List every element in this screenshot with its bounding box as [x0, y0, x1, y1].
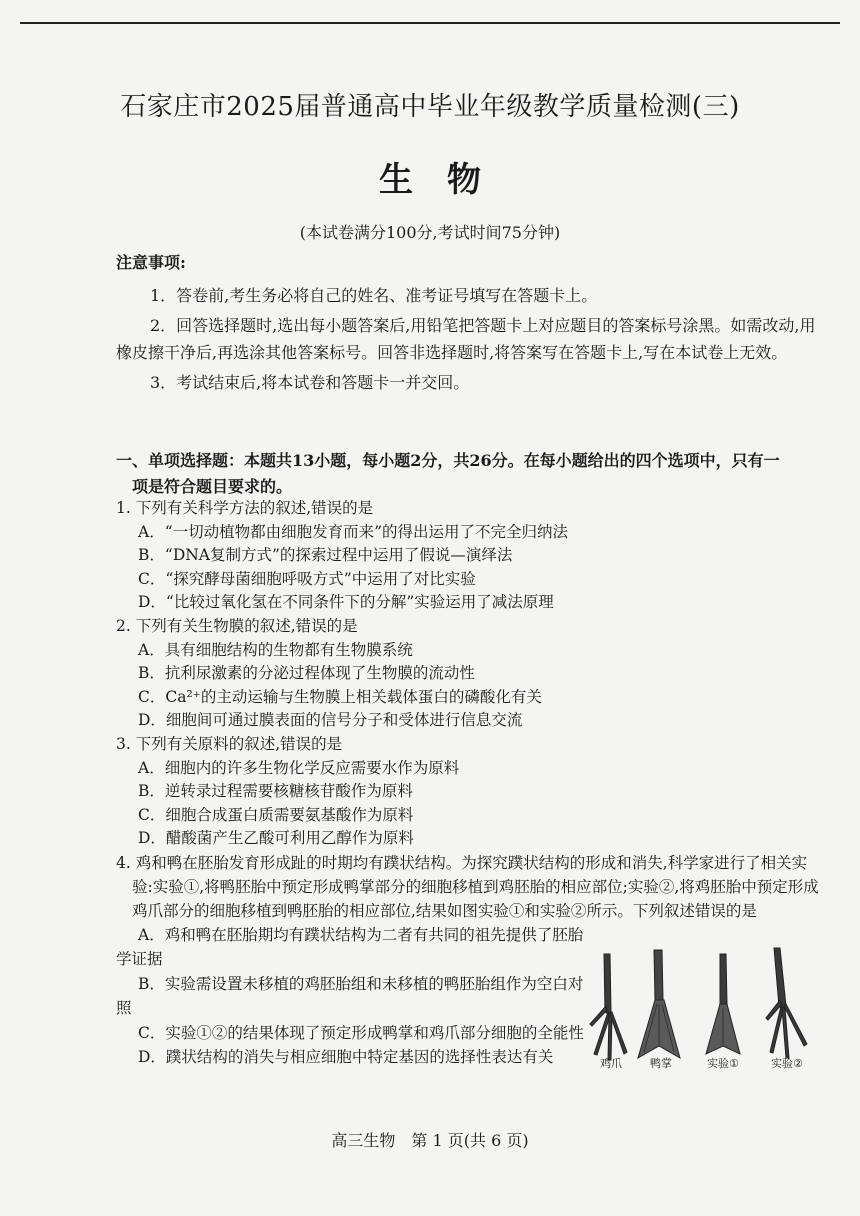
question-3 [116, 733, 826, 851]
question-stem: 3. 下列有关原料的叙述,错误的是 [116, 734, 343, 753]
experiment-2-image [766, 948, 807, 1058]
subject-title: 生物 [379, 160, 515, 200]
chicken-claw-image [590, 954, 627, 1060]
notes-list [116, 282, 824, 399]
notes-heading: 注意事项: [116, 253, 186, 272]
option: C．实验①②的结果体现了预定形成鸭掌和鸡爪部分细胞的全能性 [138, 1023, 584, 1042]
option: C．细胞合成蛋白质需要氨基酸作为原料 [138, 805, 414, 824]
note-item: 2．回答选择题时,选出每小题答案后,用铅笔把答题卡上对应题目的答案标号涂黑。如需改动,用橡皮擦干净后,再选涂其他答案标号。回答非选择题时,将答案写在答题卡上,写在本试卷上无效。 [116, 316, 816, 362]
section-heading [116, 448, 826, 500]
option: D．醋酸菌产生乙酸可利用乙醇作为原料 [138, 829, 414, 848]
question-1 [116, 497, 826, 615]
option: C．Ca²⁺的主动运输与生物膜上相关载体蛋白的磷酸化有关 [138, 687, 542, 706]
option: B．“DNA复制方式”的探索过程中运用了假说—演绎法 [138, 546, 513, 565]
option: C．“探究酵母菌细胞呼吸方式”中运用了对比实验 [138, 569, 476, 588]
question-stem: 4. 鸡和鸭在胚胎发育形成趾的时期均有蹼状结构。为探究蹼状结构的形成和消失,科学家进行了相关实验:实验①,将鸭胚胎中预定形成鸭掌部分的细胞移植到鸡胚胎的相应部位;实验②,将鸡胚胎中预定形成鸡爪部分的细胞移植到鸭胚胎的相应部位,结果如图实验①和实验②所示。下列叙述错误的是 [116, 853, 819, 920]
figure-label-experiment-2: 实验② [771, 1057, 803, 1070]
section-heading-line2: 项是符合题目要求的。 [132, 477, 293, 496]
experiment-1-image [706, 954, 740, 1054]
option: D．蹼状结构的消失与相应细胞中特定基因的选择性表达有关 [138, 1048, 554, 1067]
question-stem: 2. 下列有关生物膜的叙述,错误的是 [116, 616, 358, 635]
page-footer: 高三生物 第 1 页(共 6 页) [331, 1131, 529, 1150]
option: B．实验需设置未移植的鸡胚胎组和未移植的鸭胚胎组作为空白对照 [116, 974, 584, 1018]
duck-foot-image [638, 950, 680, 1058]
option: A．细胞内的许多生物化学反应需要水作为原料 [138, 758, 460, 777]
option: B．抗利尿激素的分泌过程体现了生物膜的流动性 [138, 664, 475, 683]
figure-label-chicken-claw: 鸡爪 [600, 1057, 622, 1070]
document-title: 石家庄市2025届普通高中毕业年级教学质量检测(三) [120, 92, 740, 122]
option: A．鸡和鸭在胚胎期均有蹼状结构为二者有共同的祖先提供了胚胎学证据 [116, 925, 584, 969]
option: D．“比较过氧化氢在不同条件下的分解”实验运用了减法原理 [138, 593, 554, 612]
note-item: 3．考试结束后,将本试卷和答题卡一并交回。 [150, 373, 470, 392]
option: A．“一切动植物都由细胞发育而来”的得出运用了不完全归纳法 [138, 522, 569, 541]
question-2 [116, 615, 826, 733]
section-heading-line1: 一、单项选择题：本题共13小题，每小题2分，共26分。在每小题给出的四个选项中，只有一 [116, 451, 780, 470]
question-stem: 1. 下列有关科学方法的叙述,错误的是 [116, 499, 374, 517]
figure-label-experiment-1: 实验① [707, 1057, 739, 1070]
top-rule [20, 22, 840, 24]
option: A．具有细胞结构的生物都有生物膜系统 [138, 640, 413, 659]
figure-label-duck-foot: 鸭掌 [650, 1057, 672, 1070]
exam-info: (本试卷满分100分,考试时间75分钟) [299, 223, 561, 242]
note-item: 1．答卷前,考生务必将自己的姓名、准考证号填写在答题卡上。 [150, 286, 598, 305]
question-4-options [116, 923, 592, 1070]
option: B．逆转录过程需要核糖核苷酸作为原料 [138, 782, 413, 801]
option: D．细胞间可通过膜表面的信号分子和受体进行信息交流 [138, 711, 523, 730]
